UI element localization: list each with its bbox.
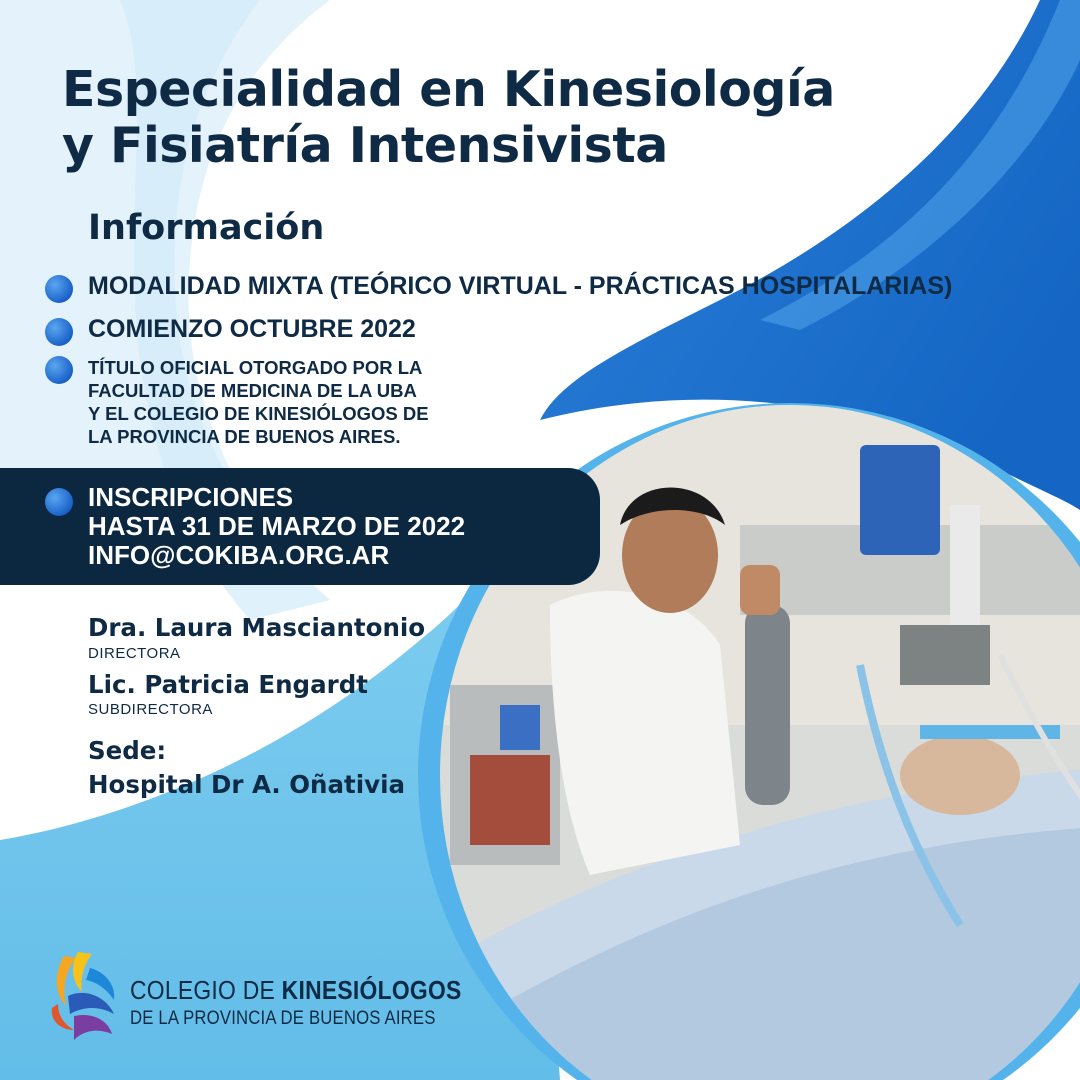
logo-line-1-part-1: COLEGIO DE [130, 975, 282, 1005]
page-title [62, 62, 835, 174]
bullet-start-date-text: COMIENZO OCTUBRE 2022 [88, 315, 416, 343]
director-name: Dra. Laura Masciantonio [88, 613, 426, 642]
official-title-line-3: Y EL COLEGIO DE KINESIÓLOGOS DE [88, 403, 429, 424]
info-heading: Información [88, 208, 325, 248]
subdirector-role: SUBDIRECTORA [88, 701, 213, 718]
title-line-2: y Fisiatría Intensivista [62, 117, 668, 174]
registration-email: INFO@COKIBA.ORG.AR [88, 540, 390, 570]
official-title-line-2: FACULTAD DE MEDICINA DE LA UBA [88, 380, 417, 401]
logo-line-1 [130, 975, 462, 1006]
bullet-official-title [88, 356, 508, 448]
official-title-line-1: TÍTULO OFICIAL OTORGADO POR LA [88, 357, 423, 378]
venue-name: Hospital Dr A. Oñativia [88, 770, 406, 799]
title-line-1: Especialidad en Kinesiología [62, 61, 835, 118]
bullet-modality-text: MODALIDAD MIXTA (TEÓRICO VIRTUAL - PRÁCTICAS HOSPITALARIAS) [88, 272, 953, 300]
bullet-dot-icon [45, 275, 73, 303]
colegio-logo-icon [44, 948, 124, 1048]
bullet-dot-icon [45, 318, 73, 346]
bullet-dot-icon [45, 356, 73, 384]
logo-line-2: DE LA PROVINCIA DE BUENOS AIRES [130, 1008, 436, 1029]
registration-text [88, 483, 465, 570]
bullet-modality [88, 272, 952, 301]
bullet-dot-icon [45, 488, 73, 516]
registration-line-1: INSCRIPCIONES [88, 482, 294, 512]
venue [88, 734, 405, 802]
registration-line-2: HASTA 31 DE MARZO DE 2022 [88, 511, 466, 541]
colegio-logo-text [130, 975, 507, 1030]
official-title-line-4: LA PROVINCIA DE BUENOS AIRES. [88, 426, 401, 447]
director-role: DIRECTORA [88, 645, 181, 662]
subdirector-name: Lic. Patricia Engardt [88, 670, 368, 699]
bullet-start-date [88, 315, 416, 344]
logo-line-1-part-2: KINESIÓLOGOS [281, 975, 462, 1005]
venue-label: Sede: [88, 736, 167, 765]
registration-banner [0, 468, 600, 585]
